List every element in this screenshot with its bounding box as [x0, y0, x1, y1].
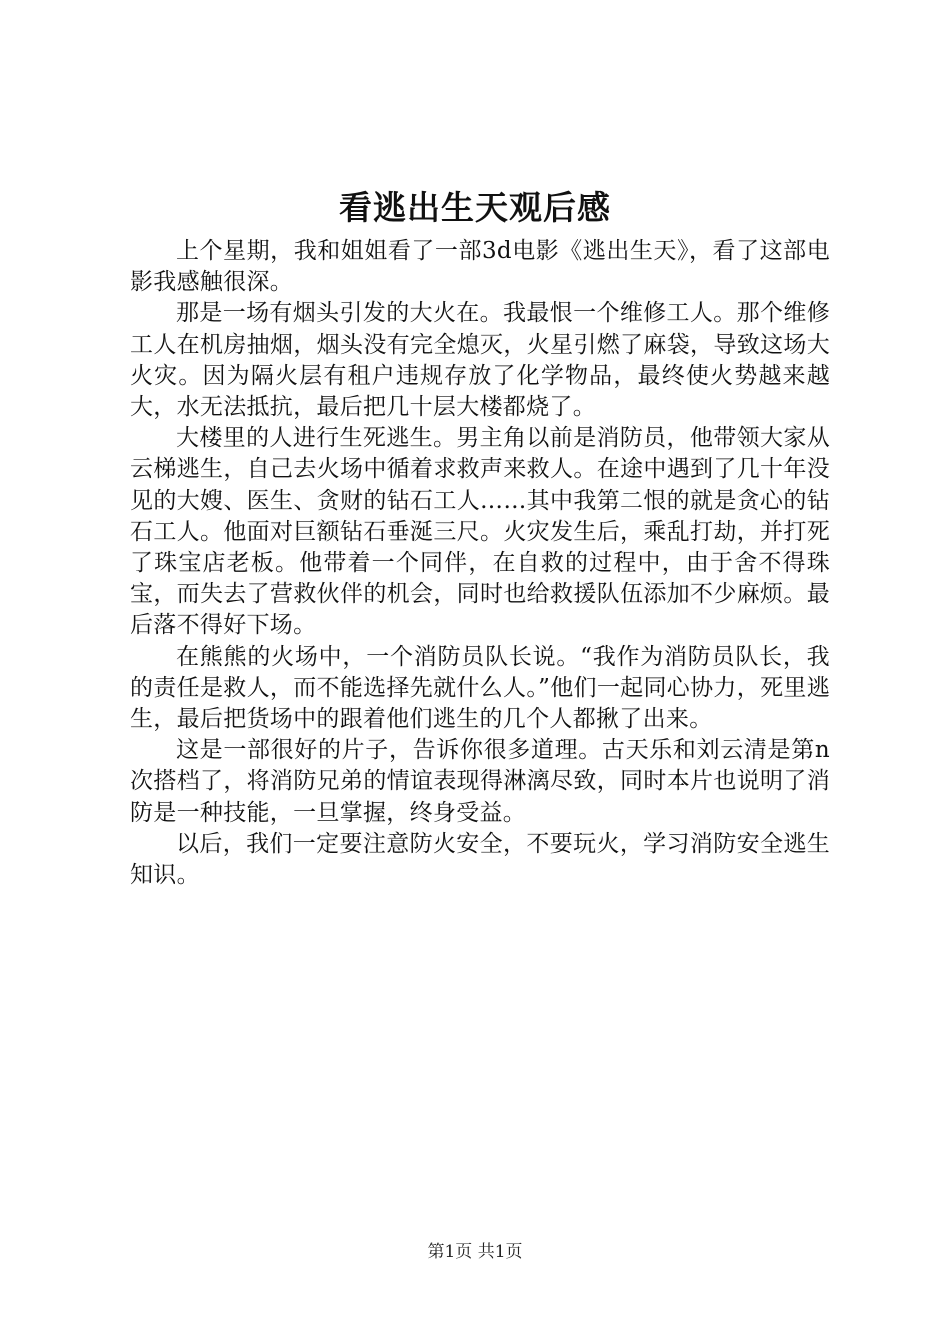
document-title: 看逃出生天观后感: [339, 188, 611, 227]
paragraph-3: 大楼里的人进行生死逃生。男主角以前是消防员，他带领大家从云梯逃生，自己去火场中循着求救声来救人。在途中遇到了几十年没见的大嫂、医生、贪财的钻石工人……其中我第二恨的就是贪心的钻石工人。他面对巨额钻石垂涎三尺。火灾发生后，乘乱打劫，并打死了珠宝店老板。他带着一个同伴，在自救的过程中，由于舍不得珠宝，而失去了营救伙伴的机会，同时也给救援队伍添加不少麻烦。最后落不得好下场。: [130, 425, 830, 639]
paragraph-6: 以后，我们一定要注意防火安全，不要玩火，学习消防安全逃生知识。: [130, 830, 830, 889]
paragraph-4: 在熊熊的火场中，一个消防员队长说。“我作为消防员队长，我的责任是救人，而不能选择先就什么人。”他们一起同心协力，死里逃生，最后把货场中的跟着他们逃生的几个人都揪了出来。: [130, 643, 830, 733]
paragraph-1: 上个星期，我和姐姐看了一部3d电影《逃出生天》，看了这部电影我感触很深。: [130, 238, 830, 296]
paragraph-2: 那是一场有烟头引发的大火在。我最恨一个维修工人。那个维修工人在机房抽烟，烟头没有完全熄灭，火星引燃了麻袋，导致这场大火灾。因为隔火层有租户违规存放了化学物品，最终使火势越来越大，水无法抵抗，最后把几十层大楼都烧了。: [130, 300, 830, 421]
document-body: [130, 236, 830, 891]
page-footer: 第1页 共1页: [427, 1242, 523, 1262]
paragraph-5: 这是一部很好的片子，告诉你很多道理。古天乐和刘云清是第n次搭档了，将消防兄弟的情谊表现得淋漓尽致，同时本片也说明了消防是一种技能，一旦掌握，终身受益。: [130, 737, 830, 826]
